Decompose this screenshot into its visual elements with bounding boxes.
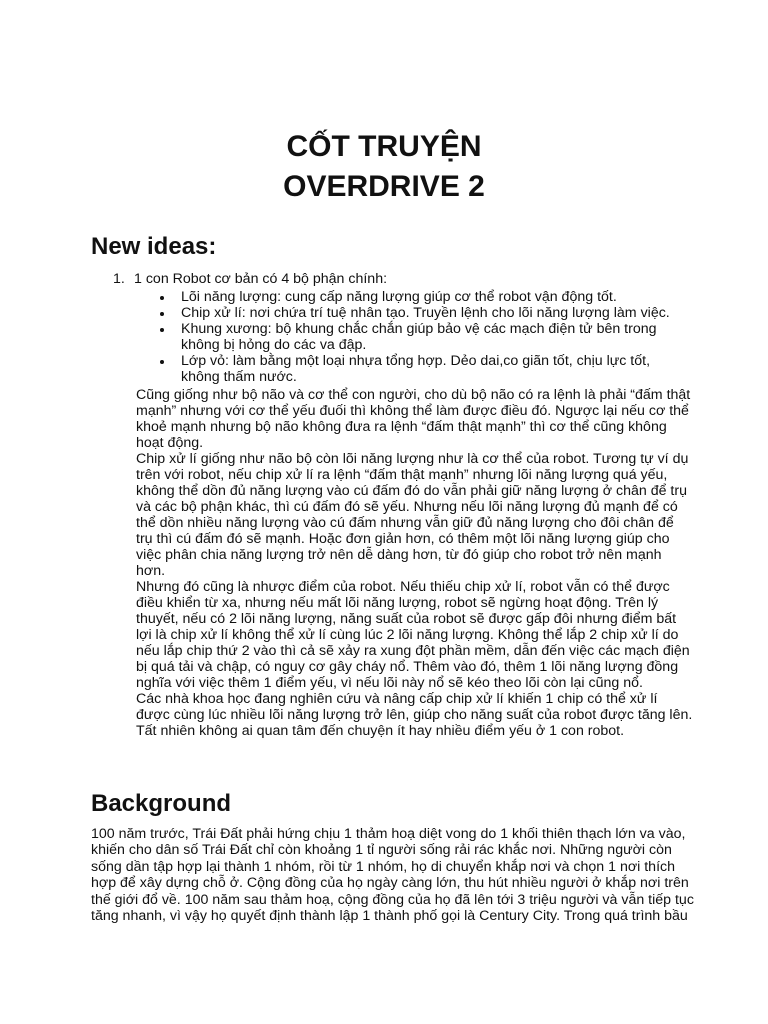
paragraph-line: thuyết, nếu có 2 lõi năng lượng, năng suất của robot sẽ được gấp đôi nhưng điểm bất [136, 611, 677, 627]
paragraph-line: được cùng lúc nhiều lõi năng lượng trở lên, giúp cho năng suất của robot được tăng lên. [136, 707, 693, 723]
paragraph-line: Nhưng đó cũng là nhược điểm của robot. Nếu thiếu chip xử lí, robot vẫn có thể được [136, 579, 670, 595]
paragraph-line: nghĩa với việc thêm 1 điểm yếu, vì nếu lõi này nổ sẽ kéo theo lõi còn lại cũng nổ. [136, 675, 643, 691]
bullet-icon [160, 328, 164, 332]
paragraph-line: Chip xử lí giống như não bộ còn lõi năng lượng như là cơ thể của robot. Tương tự ví dụ [136, 451, 689, 467]
paragraph-line: Cũng giống như bộ não và cơ thể con người, cho dù bộ não có ra lệnh là phải “đấm thật [136, 387, 691, 403]
paragraph-line: khoẻ mạnh nhưng bộ não không đưa ra lệnh “đấm thật mạnh” thì cơ thể cũng không [136, 419, 667, 435]
bullet-item-line: Lớp vỏ: làm bằng một loại nhựa tổng hợp. Dẻo dai,co giãn tốt, chịu lực tốt, [181, 353, 651, 369]
list-number: 1. [113, 271, 125, 287]
paragraph-line: thể dồn nhiều năng lượng vào cú đấm nhưng vẫn giữ đủ năng lượng cho đôi chân để [136, 515, 674, 531]
bullet-item-line: Lõi năng lượng: cung cấp năng lượng giúp cơ thể robot vận động tốt. [181, 289, 617, 305]
bullet-icon [160, 296, 164, 300]
paragraph-line: tăng nhanh, vì vậy họ quyết định thành lập 1 thành phố gọi là Century City. Trong quá trình bầu [91, 908, 688, 924]
paragraph-line: nếu lắp chip thứ 2 vào thì cả sẽ xảy ra xung đột phần mềm, dẫn đến việc các mạch điện [136, 643, 690, 659]
paragraph-line: không thể dồn đủ năng lượng vào cú đấm đó do vẫn phải giữ năng lượng ở chân để trụ [136, 483, 687, 499]
list-item-text: 1 con Robot cơ bản có 4 bộ phận chính: [134, 271, 388, 287]
bullet-item-line: Khung xương: bộ khung chắc chắn giúp bảo vệ các mạch điện tử bên trong [181, 321, 657, 337]
paragraph-line: Các nhà khoa học đang nghiên cứu và nâng cấp chip xử lí khiến 1 chip có thể xử lí [136, 691, 658, 707]
paragraph-line: lợi là chip xử lí không thể xử lí cùng lúc 2 lõi năng lượng. Không thể lắp 2 chip xử lí do [136, 627, 679, 643]
paragraph-line: điều khiển từ xa, nhưng nếu mất lõi năng lượng, robot sẽ ngừng hoạt động. Trên lý [136, 595, 659, 611]
bullet-item-line: không thấm nước. [181, 369, 297, 385]
paragraph-line: và các bộ phận khác, thì cú đấm đó sẽ yếu. Nhưng nếu lõi năng lượng đủ mạnh để có [136, 499, 678, 515]
paragraph-line: Tất nhiên không ai quan tâm đến chuyện ít hay nhiều điểm yếu ở 1 con robot. [136, 723, 625, 739]
paragraph-line: hợp để xây dựng chỗ ở. Cộng đồng của họ ngày càng lớn, thu hút nhiều người ở khắp nơi trên [91, 875, 689, 892]
document-title-line-2: OVERDRIVE 2 [283, 170, 485, 203]
paragraph-line: trên với robot, nếu chip xử lí ra lệnh “đấm thật mạnh” nhưng lõi năng lượng quá yếu, [136, 467, 668, 483]
bullet-item-line: Chip xử lí: nơi chứa trí tuệ nhân tạo. Truyền lệnh cho lõi năng lượng làm việc. [181, 305, 670, 321]
new-ideas-heading: New ideas: [91, 233, 217, 260]
bullet-icon [160, 360, 164, 364]
bullet-item-line: không bị hỏng do các va đập. [181, 337, 367, 353]
bullet-icon [160, 312, 164, 316]
paragraph-line: sống dần tập hợp lại thành 1 nhóm, rồi từ 1 nhóm, họ di chuyển khắp nơi và chọn 1 nơi thích [91, 858, 675, 875]
paragraph-line: trụ thì cú đấm đó sẽ mạnh. Hoặc đơn giản hơn, có thêm một lõi năng lượng giúp cho [136, 531, 670, 547]
document-title-line-1: CỐT TRUYỆN [286, 130, 482, 163]
background-heading: Background [91, 790, 232, 817]
paragraph-line: 100 năm trước, Trái Đất phải hứng chịu 1 thảm hoạ diệt vong do 1 khối thiên thạch lớn va vào, [91, 826, 686, 842]
paragraph-line: hơn. [136, 563, 166, 579]
paragraph-line: mạnh” nhưng với cơ thể yếu đuối thì không thể làm được điều đó. Ngược lại nếu cơ thể [136, 403, 689, 419]
paragraph-line: khiến cho dân số Trái Đất chỉ còn khoảng 1 tỉ người sống rải rác khắc nơi. Những người còn [91, 842, 672, 859]
paragraph-line: hoạt động. [136, 435, 204, 451]
paragraph-line: bị quá tải và chập, có nguy cơ gây cháy nổ. Thêm vào đó, thêm 1 lõi năng lượng đồng [136, 659, 679, 675]
paragraph-line: việc phân chia năng lượng trở nên dễ dàng hơn, từ đó giúp cho robot trở nên mạnh [136, 547, 662, 563]
paragraph-line: thế giới đổ về. 100 năm sau thảm hoạ, cộng đồng của họ đã lên tới 3 triệu người và vẫn tiếp tục [91, 891, 694, 908]
